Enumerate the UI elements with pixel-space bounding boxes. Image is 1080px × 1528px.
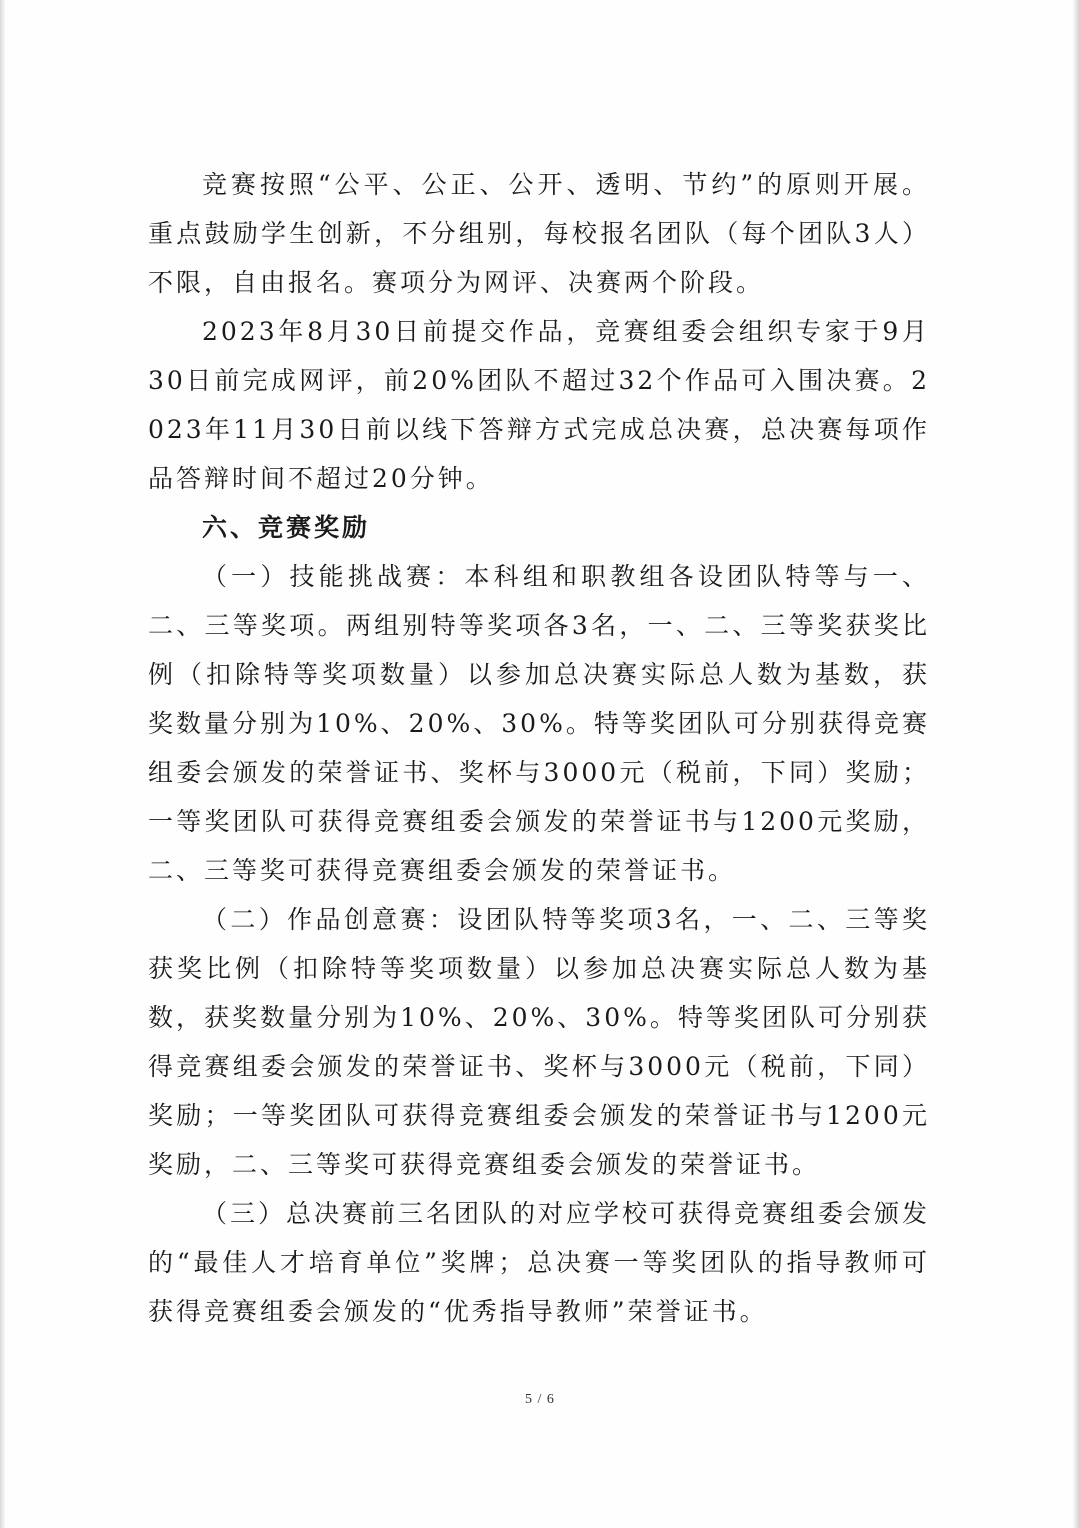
scan-edge-left [0, 0, 6, 1528]
paragraph-competition-schedule: 2023年8月30日前提交作品，竞赛组委会组织专家于9月30日前完成网评，前20%团队不超过32个作品可入围决赛。2023年11月30日前以线下答辩方式完成总决赛，总决赛每项作品答辩时间不超过20分钟。 [148, 317, 930, 493]
paragraph-award-creative-works: （二）作品创意赛：设团队特等奖项3名，一、二、三等奖获奖比例（扣除特等奖项数量）以参加总决赛实际总人数为基数，获奖数量分别为10%、20%、30%。特等奖团队可分别获得竞赛组委会颁发的荣誉证书、奖杯与3000元（税前，下同）奖励；一等奖团队可获得竞赛组委会颁发的荣誉证书与1200元奖励，二、三等奖可获得竞赛组委会颁发的荣誉证书。 [148, 905, 930, 1179]
paragraph-award-skill-challenge: （一）技能挑战赛：本科组和职教组各设团队特等与一、二、三等奖项。两组别特等奖项各3名，一、二、三等奖获奖比例（扣除特等奖项数量）以参加总决赛实际总人数为基数，获奖数量分别为10%、20%、30%。特等奖团队可分别获得竞赛组委会颁发的荣誉证书、奖杯与3000元（税前，下同）奖励；一等奖团队可获得竞赛组委会颁发的荣誉证书与1200元奖励，二、三等奖可获得竞赛组委会颁发的荣誉证书。 [148, 562, 930, 885]
page-number: 5 / 6 [525, 1392, 555, 1407]
section-heading-awards: 六、竞赛奖励 [202, 513, 371, 542]
paragraph-award-top-teams: （三）总决赛前三名团队的对应学校可获得竞赛组委会颁发的“最佳人才培育单位”奖牌；总决赛一等奖团队的指导教师可获得竞赛组委会颁发的“优秀指导教师”荣誉证书。 [148, 1199, 931, 1326]
document-body [148, 160, 930, 1336]
paragraph-competition-principles: 竞赛按照“公平、公正、公开、透明、节约”的原则开展。重点鼓励学生创新，不分组别，每校报名团队（每个团队3人）不限，自由报名。赛项分为网评、决赛两个阶段。 [148, 170, 930, 297]
scan-edge-right [1072, 0, 1080, 1528]
